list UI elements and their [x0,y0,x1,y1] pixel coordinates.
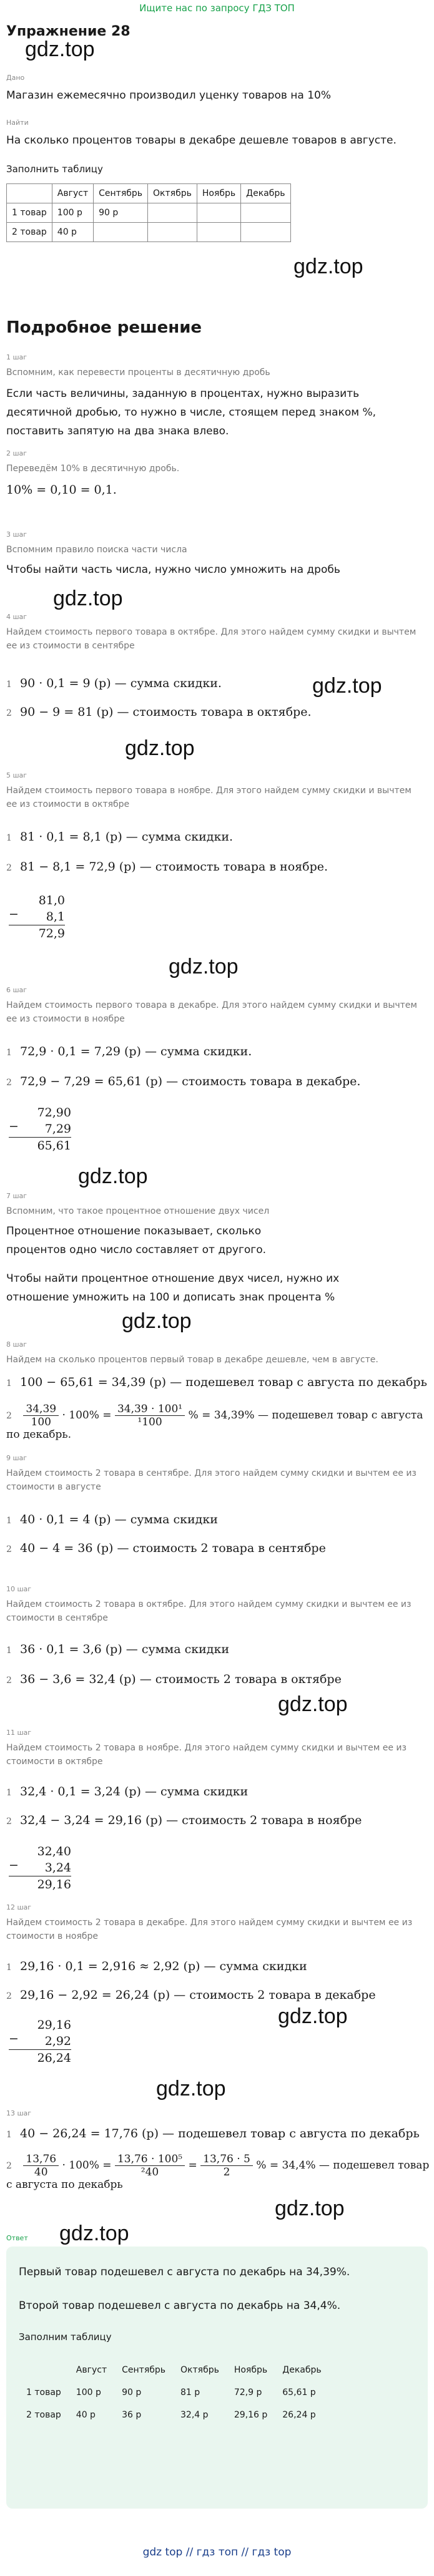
step-hint: Найдем стоимость первого товара в октябре. Для этого найдем сумму скидки и вычтем ее из стоимости в сентябре [6,627,417,651]
math-line: 2 40 − 4 = 36 (р) — стоимость 2 товара в сентябре [6,1541,326,1555]
answer-table [19,2359,329,2426]
step-label: 3 шаг [6,530,27,539]
table-cell: Август [52,184,93,203]
column-result: 65,61 [37,1139,71,1153]
math-line: 1 32,4 · 0,1 = 3,24 (р) — сумма скидки [6,1785,249,1798]
answer-line: Первый товар подешевел с августа по декабрь на 34,39%. [19,2266,350,2278]
step-hint: Вспомним, как перевести проценты в десятичную дробь [6,368,270,378]
math-line: 1 36 · 0,1 = 3,6 (р) — сумма скидки [6,1642,229,1656]
math-line: 2 72,9 − 7,29 = 65,61 (р) — стоимость товара в декабре. [6,1075,361,1088]
fraction: $\frac{34,39}{100}$ [23,1403,59,1428]
table-cell: Ноябрь [197,184,240,203]
math-line: 2 29,16 − 2,92 = 26,24 (р) — стоимость 2 товара в декабре [6,1988,376,2002]
table-cell: Октябрь [180,2365,219,2375]
step-label: 11 шаг [6,1729,32,1737]
page-title: Упражнение 28 [6,24,131,39]
minus-sign: − [9,1858,19,1872]
column-minuend: 32,40 [37,1845,71,1858]
table-cell: Сентябрь [122,2365,166,2375]
footer-links[interactable]: gdz top // гдз топ // гдз top [142,2546,292,2559]
table-cell: Декабрь [241,184,290,203]
math-line: 10% = 0,10 = 0,1. [6,483,117,497]
step-hint: Найдем стоимость первого товара в декабре. Для этого найдем сумму скидки и вычтем ее из стоимости в ноябре [6,1000,417,1024]
step-label: 8 шаг [6,1340,27,1349]
answer-box [6,2247,428,2509]
find-text: На сколько процентов товары в декабре дешевле товаров в августе. [6,134,397,147]
fraction: $\frac{\text{34,39 · 100¹}}{\text{¹100}}$ [115,1403,185,1428]
table-row [7,203,291,223]
step-hint: Найдем стоимость 2 товара в ноябре. Для этого найдем сумму скидки и вычтем ее из стоимости в октябре [6,1743,407,1767]
column-result: 26,24 [37,2051,71,2065]
table-cell: Октябрь [148,184,197,203]
table-cell: 2 товар [26,2410,61,2420]
watermark: gdz.top [312,674,382,698]
watermark: gdz.top [122,1309,192,1333]
watermark: gdz.top [293,255,363,278]
solution-title: Подробное решение [6,318,202,337]
step-label: 9 шаг [6,1454,27,1462]
table-row [19,2359,329,2381]
watermark: gdz.top [25,37,95,61]
table-cell [7,184,52,203]
watermark: gdz.top [169,955,239,978]
column-subtraction [9,2017,71,2066]
table-cell: Август [76,2365,107,2375]
fraction: $\frac{13,76 \cdot 5}{2}$ [200,2153,253,2178]
table-cell: 72,9 р [234,2388,262,2398]
table-cell: 2 товар [7,223,52,242]
table-cell: 100 р [52,203,93,223]
step-hint: Найдем стоимость 2 товара в декабре. Для этого найдем сумму скидки и вычтем ее из стоимости в ноябре [6,1918,413,1941]
step-hint: Найдем стоимость 2 товара в сентябре. Для этого найдем сумму скидки и вычтем ее из стоимости в августе [6,1468,417,1492]
table-cell [19,2359,69,2381]
table-cell: 65,61 р [282,2388,316,2398]
table-cell: 36 р [122,2410,142,2420]
watermark: gdz.top [53,587,123,610]
table-cell: 29,16 р [234,2410,268,2420]
watermark: gdz.top [278,1692,348,1716]
math-line: 1 29,16 · 0,1 = 2,916 ≈ 2,92 (р) — сумма скидки [6,1959,307,1973]
step-hint: Найдем стоимость первого товара в ноябре. Для этого найдем сумму скидки и вычтем ее из стоимости в октябре [6,786,412,809]
task-table [6,183,291,242]
math-line: 1 72,9 · 0,1 = 7,29 (р) — сумма скидки. [6,1045,252,1058]
table-cell: 40 р [52,223,93,242]
table-cell: 1 товар [26,2388,61,2398]
watermark: gdz.top [59,2222,129,2245]
watermark: gdz.top [156,2077,226,2100]
math-line: 1 100 − 65,61 = 34,39 (р) — подешевел товар с августа по декабрь [6,1375,427,1389]
table-cell [197,223,240,242]
minus-sign: − [9,907,19,921]
watermark: gdz.top [125,736,195,760]
step-text: Процентное отношение показывает, сколько процентов одно число составляет от другого. [6,1225,267,1256]
math-line: 1 40 − 26,24 = 17,76 (р) — подешевел товар с августа по декабрь [6,2127,420,2140]
step-label: 6 шаг [6,986,27,994]
step-text: Если часть величины, заданную в процентах, нужно выразить десятичной дробью, то нужно в числе, стоящем перед знаком %, поставить запятую на два знака влево. [6,388,377,437]
minus-sign: − [9,2032,19,2046]
column-subtrahend: 2,92 [9,2033,71,2050]
step-label: 1 шаг [6,353,27,361]
column-result: 72,9 [38,927,65,940]
step-hint: Вспомним правило поиска части числа [6,545,187,555]
fraction-line: 2 $\frac{34,39}{100}$ · 100% = $\frac{\text{34,39 · 100¹}}{\text{¹100}}$ % = 34,39% — подешевел товар с августа по декабрь. [6,1403,423,1441]
table-cell: 90 р [94,203,148,223]
column-minuend: 29,16 [37,2018,71,2032]
table-cell: 81 р [180,2388,200,2398]
table-cell [241,223,290,242]
watermark: gdz.top [275,2197,345,2220]
step-label: 12 шаг [6,1903,32,1911]
minus-sign: − [9,1120,19,1133]
step-label: 13 шаг [6,2109,32,2117]
watermark: gdz.top [278,2004,348,2028]
step-label: 7 шаг [6,1192,27,1200]
column-subtrahend: 8,1 [9,909,65,925]
fraction-line: 2 $\frac{13,76}{40}$ · 100% = $\frac{\text{13,76 · 100⁵}}{\text{²40}}$ = $\frac{13,76 \cdot 5}{2}$ % = 34,4% — подешевел товар с августа по декабрь [6,2153,430,2191]
watermark: gdz.top [78,1164,148,1188]
step-hint: Найдем на сколько процентов первый товар в декабре дешевле, чем в августе. [6,1355,378,1365]
step-text: Чтобы найти часть числа, нужно число умножить на дробь [6,564,340,576]
math-line: 1 40 · 0,1 = 4 (р) — сумма скидки [6,1513,218,1526]
find-label: Найти [6,119,29,127]
answer-line: Второй товар подешевел с августа по декабрь на 34,4%. [19,2300,341,2312]
step-label: 5 шаг [6,771,27,779]
table-cell [94,223,148,242]
step-hint: Переведём 10% в десятичную дробь. [6,464,180,474]
column-subtraction [9,1843,71,1893]
step-hint: Найдем стоимость 2 товара в октябре. Для этого найдем сумму скидки и вычтем ее из стоимости в сентябре [6,1599,412,1623]
table-cell [148,203,197,223]
table-row [19,2381,329,2404]
math-line: 2 90 − 9 = 81 (р) — стоимость товара в октябре. [6,705,312,719]
given-text: Магазин ежемесячно производил уценку товаров на 10% [6,89,331,102]
column-subtraction [9,1105,71,1154]
table-cell: 100 р [76,2388,101,2398]
step-label: 4 шаг [6,613,27,621]
top-note: Ищите нас по запросу ГДЗ ТОП [139,2,295,14]
fraction: $\frac{13,76}{40}$ [23,2153,59,2178]
answer-label: Ответ [6,2234,28,2242]
table-cell: 1 товар [7,203,52,223]
column-subtrahend: 3,24 [9,1860,71,1876]
step-label: 2 шаг [6,449,27,457]
table-cell: 32,4 р [180,2410,209,2420]
column-minuend: 81,0 [38,894,65,907]
fill-table-text: Заполнить таблицу [6,163,103,175]
math-line: 2 81 − 8,1 = 72,9 (р) — стоимость товара в ноябре. [6,860,328,874]
table-cell [197,203,240,223]
step-text: Чтобы найти процентное отношение двух чисел, нужно их отношение умножить на 100 и дописать знак процента % [6,1272,340,1304]
table-cell: Ноябрь [234,2365,268,2375]
step-label: 10 шаг [6,1585,32,1593]
table-cell [241,203,290,223]
table-cell: Декабрь [282,2365,322,2375]
table-cell: 90 р [122,2388,142,2398]
fraction: $\frac{\text{13,76 · 100⁵}}{\text{²40}}$ [115,2153,185,2178]
math-line: 1 81 · 0,1 = 8,1 (р) — сумма скидки. [6,830,234,844]
column-subtrahend: 7,29 [9,1121,71,1138]
table-cell [148,223,197,242]
table-row [19,2404,329,2426]
math-line: 1 90 · 0,1 = 9 (р) — сумма скидки. [6,676,222,690]
math-line: 2 32,4 − 3,24 = 29,16 (р) — стоимость 2 товара в ноябре [6,1813,362,1827]
step-hint: Вспомним, что такое процентное отношение двух чисел [6,1206,270,1216]
table-cell: 40 р [76,2410,96,2420]
math-line: 2 36 − 3,6 = 32,4 (р) — стоимость 2 товара в октябре [6,1672,342,1686]
column-result: 29,16 [37,1878,71,1891]
column-subtraction [9,892,65,942]
table-row [7,223,291,242]
column-minuend: 72,90 [37,1106,71,1120]
given-label: Дано [6,74,25,82]
table-cell: 26,24 р [282,2410,316,2420]
answer-line: Заполним таблицу [19,2331,112,2343]
table-cell: Сентябрь [94,184,148,203]
table-row [7,184,291,203]
